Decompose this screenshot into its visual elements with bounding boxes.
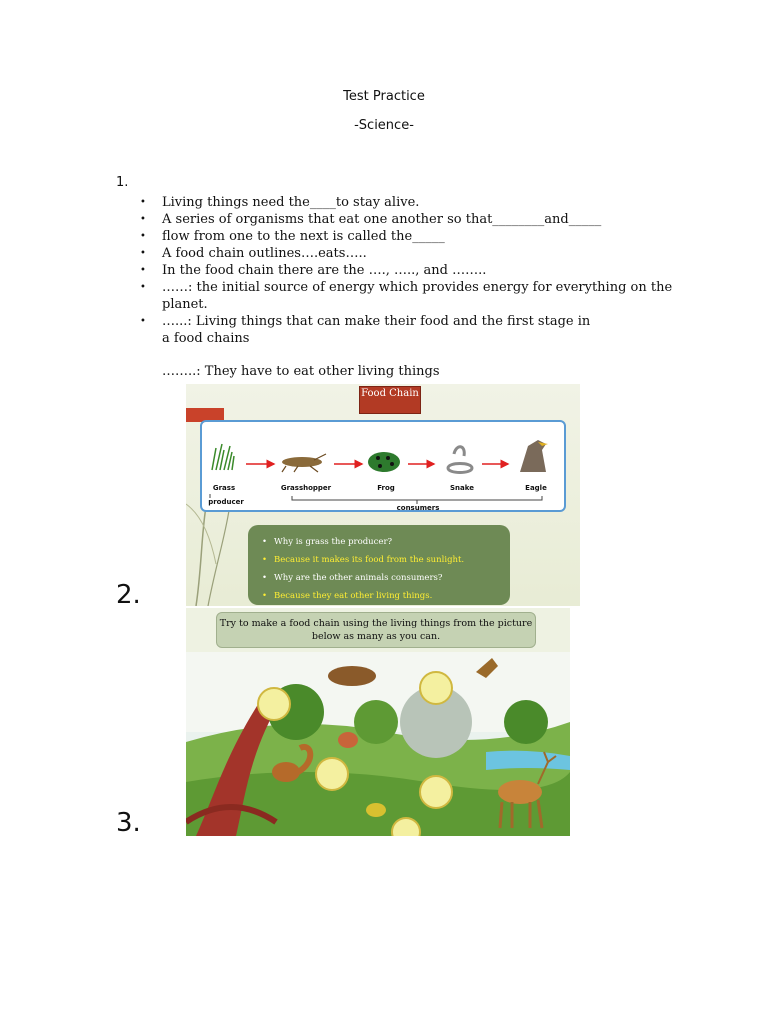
- ecosystem-slide: [186, 608, 570, 836]
- list-item: • Living things need the____to stay alive.: [140, 194, 680, 211]
- instruction-box: Try to make a food chain using the living things from the picture below as many as you can.: [216, 612, 536, 648]
- question-item: • Why is grass the producer?: [262, 533, 510, 551]
- eagle-icon: [520, 440, 548, 472]
- organism-label: Snake: [450, 484, 474, 492]
- question-number-2: 2.: [116, 580, 141, 610]
- answer-item: • Because it makes its food from the sunlight.: [262, 551, 510, 569]
- organism-label: Frog: [377, 484, 395, 492]
- ecosystem-illustration: [186, 652, 570, 836]
- page-title: Test Practice: [343, 89, 425, 104]
- question-box: [248, 525, 510, 605]
- food-chain-diagram: [202, 422, 564, 510]
- list-item: • A food chain outlines….eats…..: [140, 245, 680, 262]
- organism-label: Grass: [212, 484, 236, 492]
- grass-icon: [212, 444, 234, 470]
- grasshopper-icon: [282, 454, 326, 472]
- food-chain-title: Food Chain: [359, 386, 421, 414]
- organism-label: Eagle: [525, 484, 547, 492]
- question-list: [140, 194, 680, 347]
- list-item: • flow from one to the next is called the_____: [140, 228, 680, 245]
- question-number-3: 3.: [116, 808, 141, 838]
- organism-label: Grasshopper: [280, 484, 332, 492]
- answer-item: • Because they eat other living things.: [262, 587, 510, 605]
- food-chain-box: [200, 420, 566, 512]
- snake-icon: [448, 447, 472, 473]
- list-item: • In the food chain there are the …., ….., and ……..: [140, 262, 680, 279]
- food-chain-slide: [186, 384, 580, 606]
- list-item: • ……: the initial source of energy which provides energy for everything on the planet.: [140, 279, 680, 313]
- consumers-definition: ……..: They have to eat other living things: [162, 364, 440, 379]
- consumers-label: consumers: [396, 504, 440, 512]
- question-number-1: 1.: [116, 175, 129, 190]
- frog-icon: [368, 452, 400, 472]
- list-item: • A series of organisms that eat one another so that________and_____: [140, 211, 680, 228]
- page-subtitle: -Science-: [354, 118, 414, 133]
- list-item: • …...: Living things that can make their food and the first stage in a food chains: [140, 313, 602, 347]
- question-item: • Why are the other animals consumers?: [262, 569, 510, 587]
- producer-label: producer: [208, 498, 244, 506]
